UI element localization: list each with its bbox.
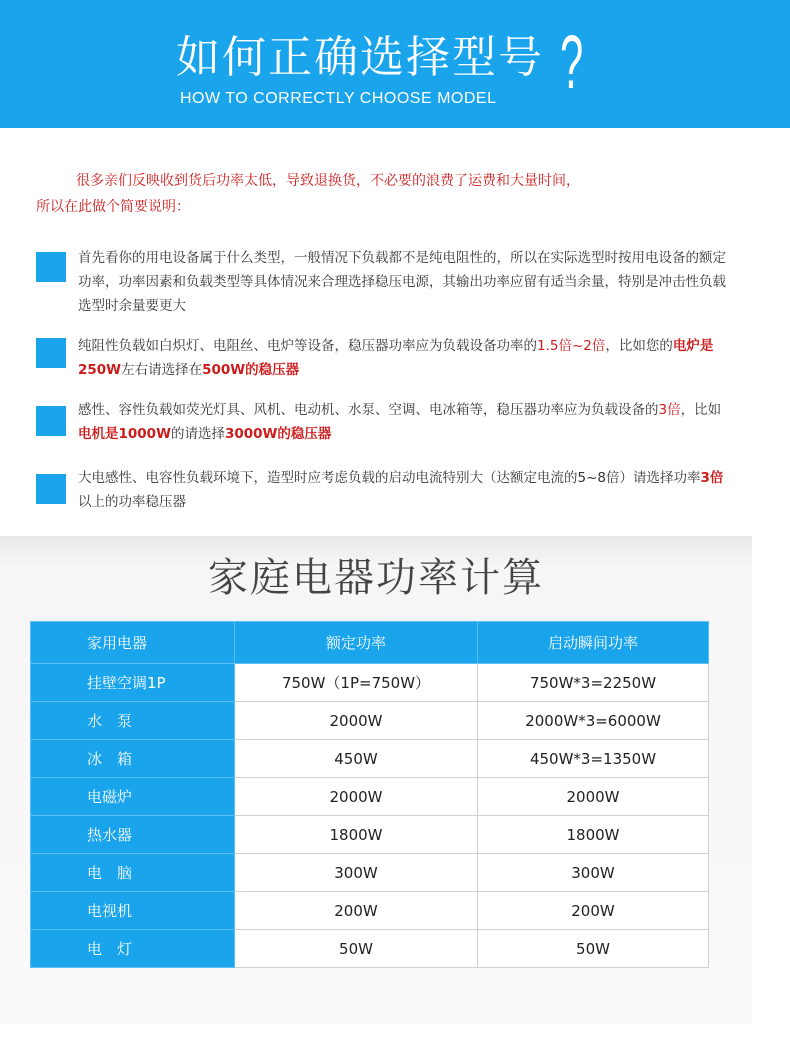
table-row: [31, 702, 709, 740]
tip-highlight: 1.5倍~2倍: [537, 338, 606, 354]
tip-item-3: [36, 398, 736, 448]
rated-power-cell: 2000W: [235, 702, 478, 740]
startup-power-cell: 50W: [478, 930, 709, 968]
bullet-square-icon: [36, 338, 66, 368]
table-row: [31, 930, 709, 968]
intro-paragraph: [36, 168, 736, 220]
startup-power-cell: 200W: [478, 892, 709, 930]
tip-highlight: 3倍: [658, 402, 681, 418]
tip-highlight: 500W的稳压器: [202, 362, 300, 378]
appliance-name: 水 泵: [31, 702, 235, 740]
intro-line-2: 所以在此做个简要说明：: [36, 199, 190, 215]
startup-power-cell: 2000W*3=6000W: [478, 702, 709, 740]
tip-text-part: 大电感性、电容性负载环境下，造型时应考虑负载的启动电流特别大（达额定电流的5~8倍）请选择功率: [78, 470, 701, 486]
rated-power-cell: 2000W: [235, 778, 478, 816]
page-title: 如何正确选择型号: [176, 32, 544, 83]
appliance-name: 电 脑: [31, 854, 235, 892]
startup-power-cell: 750W*3=2250W: [478, 664, 709, 702]
rated-power-cell: 200W: [235, 892, 478, 930]
tip-item-4: [36, 466, 736, 516]
table-row: [31, 740, 709, 778]
appliance-power-table: [30, 621, 709, 968]
tip-text-part: 感性、容性负载如荧光灯具、风机、电动机、水泵、空调、电冰箱等，稳压器功率应为负载设备的: [78, 402, 659, 418]
bullet-square-icon: [36, 252, 66, 282]
tip-text: [78, 466, 728, 514]
tip-text-part: 的请选择: [170, 426, 225, 442]
table-section-title: 家庭电器功率计算: [208, 555, 544, 601]
rated-power-cell: 450W: [235, 740, 478, 778]
tip-text-part: ，比如: [680, 402, 722, 418]
tip-text-part: ，比如您的: [605, 338, 673, 354]
header-cell-startup-power: 启动瞬间功率: [478, 622, 709, 664]
table-row: [31, 816, 709, 854]
table-row: [31, 664, 709, 702]
header-cell-rated-power: 额定功率: [235, 622, 478, 664]
tip-highlight: 3倍: [700, 470, 724, 486]
startup-power-cell: 2000W: [478, 778, 709, 816]
tip-highlight: 电炉是250W: [78, 338, 714, 378]
intro-line-1: 很多亲们反映收到货后功率太低，导致退换货，不必要的浪费了运费和大量时间，: [76, 173, 580, 189]
bullet-square-icon: [36, 406, 66, 436]
header-cell-appliance: 家用电器: [31, 622, 235, 664]
table-row: [31, 892, 709, 930]
tip-text-part: 纯阻性负载如白炽灯、电阻丝、电炉等设备，稳压器功率应为负载设备功率的: [78, 338, 537, 354]
tip-item-2: [36, 334, 736, 384]
header-banner: [0, 0, 790, 128]
table-row: [31, 778, 709, 816]
appliance-name: 电磁炉: [31, 778, 235, 816]
tip-text: [78, 334, 728, 382]
startup-power-cell: 450W*3=1350W: [478, 740, 709, 778]
rated-power-cell: 300W: [235, 854, 478, 892]
page-subtitle: HOW TO CORRECTLY CHOOSE MODEL: [180, 90, 497, 107]
bullet-square-icon: [36, 474, 66, 504]
table-header-row: [31, 622, 709, 664]
page-bottom-strip: [0, 1024, 790, 1041]
tip-text: [78, 398, 728, 446]
tip-text: 首先看你的用电设备属于什么类型，一般情况下负载都不是纯电阻性的，所以在实际选型时按用电设备的额定功率，功率因素和负载类型等具体情况来合理选择稳压电源，其输出功率应留有适当余量，特别是冲击性负载选型时余量要更大: [78, 250, 726, 314]
rated-power-cell: 750W（1P=750W）: [235, 664, 478, 702]
tip-highlight: 电机是1000W: [78, 426, 171, 442]
question-mark-icon: ?: [560, 20, 584, 105]
table-row: [31, 854, 709, 892]
tip-text-part: 以上的功率稳压器: [78, 494, 186, 510]
rated-power-cell: 1800W: [235, 816, 478, 854]
appliance-name: 挂壁空调1P: [31, 664, 235, 702]
appliance-name: 电视机: [31, 892, 235, 930]
startup-power-cell: 300W: [478, 854, 709, 892]
appliance-name: 热水器: [31, 816, 235, 854]
tip-highlight: 3000W的稳压器: [224, 426, 332, 442]
rated-power-cell: 50W: [235, 930, 478, 968]
startup-power-cell: 1800W: [478, 816, 709, 854]
appliance-name: 电 灯: [31, 930, 235, 968]
appliance-name: 冰 箱: [31, 740, 235, 778]
tip-item-1: [36, 246, 736, 322]
tip-text-part: 左右请选择在: [121, 362, 203, 378]
